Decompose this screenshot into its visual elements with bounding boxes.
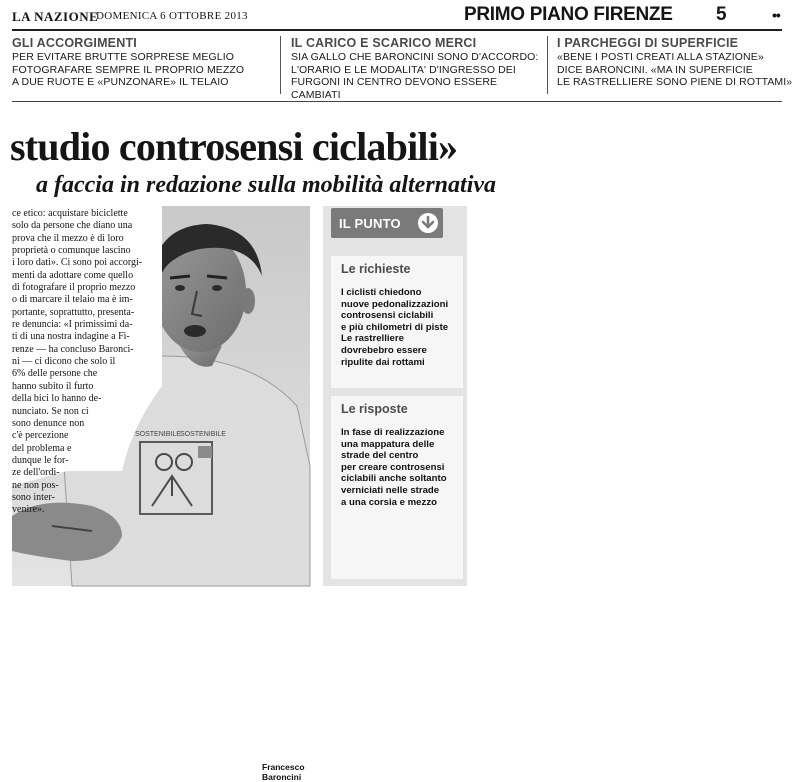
page-marker: ••: [772, 7, 780, 23]
body-line: ze dell'ordi-: [12, 467, 60, 479]
page-header: [0, 0, 800, 30]
il-punto-header: [331, 208, 443, 238]
newspaper-name: LA NAZIONE: [12, 9, 99, 24]
box-text: [341, 287, 466, 368]
box-line: I ciclisti chiedono: [341, 287, 422, 298]
body-line: renze — ha concluso Baronci-: [12, 343, 134, 355]
box-line: una mappatura delle: [341, 438, 435, 450]
body-line: dunque le for-: [12, 454, 69, 466]
caption-last-name: Baroncini: [262, 772, 302, 782]
box-line: per creare controsensi: [341, 461, 445, 473]
blank-area: [480, 200, 800, 593]
shirt-text-1: SOSTENIBILE: [135, 431, 181, 438]
teaser-line: LE RASTRELLIERE SONO PIENE DI ROTTAMI»: [557, 76, 793, 88]
body-line: venire».: [12, 504, 45, 516]
arrow-down-circle-icon: [418, 213, 438, 233]
box-line: ripulite dai rottami: [341, 356, 425, 368]
teaser-line: PER EVITARE BRUTTE SORPRESE MEGLIO: [12, 51, 234, 63]
box-line: Le rastrelliere: [341, 333, 404, 345]
box-text: [341, 427, 466, 508]
il-punto-sidebar: [323, 206, 467, 586]
box-line: verniciati nelle strade: [341, 484, 440, 496]
box-line: nuove pedonalizzazioni: [341, 298, 449, 310]
box-line: ciclabili anche soltanto: [341, 473, 447, 485]
section-title: PRIMO PIANO FIRENZE: [464, 4, 673, 25]
teaser-line: L'ORARIO E LE MODALITA' D'INGRESSO DEI: [291, 63, 516, 76]
article-body: [12, 208, 162, 517]
teaser-title: GLI ACCORGIMENTI: [12, 36, 137, 50]
box-line: dovrebebro essere: [341, 344, 427, 356]
caption-first-name: Francesco: [262, 762, 305, 772]
body-line: i loro dati». Ci sono poi accorgi-: [12, 257, 143, 269]
box-richieste: [331, 256, 463, 388]
box-line: e più chilometri di piste: [341, 321, 449, 333]
body-line: ne non pos-: [12, 479, 59, 491]
body-line: sono inter-: [12, 491, 55, 503]
issue-date: DOMENICA 6 OTTOBRE 2013: [96, 10, 248, 22]
body-line: re denuncia: «I primissimi da-: [12, 319, 133, 331]
article-headline: studio controsensi ciclabili»: [10, 124, 458, 169]
teaser-rule: [12, 101, 782, 102]
shirt-text-2: SOSTENIBILE: [180, 431, 226, 438]
box-line: a una corsia e mezzo: [341, 496, 437, 508]
teaser-line: FURGONI IN CENTRO DEVONO ESSERE CAMBIATI: [291, 76, 498, 101]
body-line: solo da persone che diano una: [12, 220, 133, 232]
body-line: sono denunce non: [12, 417, 85, 429]
il-punto-label: IL PUNTO: [339, 216, 401, 231]
teaser-line: FOTOGRAFARE SEMPRE IL PROPRIO MEZZO: [12, 63, 245, 76]
teaser-strip: [12, 36, 793, 101]
body-line: della bici lo hanno de-: [12, 393, 102, 405]
body-line: prova che il mezzo è di loro: [12, 232, 124, 244]
header-rule: [12, 29, 782, 31]
body-line: ni — ci dicono che solo il: [12, 356, 116, 368]
body-line: menti da adottare come quello: [12, 269, 134, 281]
photo-caption: [262, 762, 305, 782]
teaser-title: IL CARICO E SCARICO MERCI: [291, 36, 477, 50]
article-subhead: a faccia in redazione sulla mobilità alternativa: [36, 172, 497, 198]
teaser-parcheggi: [547, 36, 795, 94]
teaser-line: «BENE I POSTI CREATI ALLA STAZIONE»: [557, 51, 764, 63]
body-line: hanno subito il furto: [12, 380, 94, 392]
body-line: nunciato. Se non ci: [12, 405, 89, 417]
box-line: controsensi ciclabili: [341, 310, 434, 322]
teaser-carico-merci: [280, 36, 542, 101]
box-line: In fase di realizzazione: [341, 427, 445, 438]
teaser-line: A DUE RUOTE E «PUNZONARE» IL TELAIO: [12, 76, 229, 88]
teaser-title: I PARCHEGGI DI SUPERFICIE: [557, 36, 739, 50]
body-line: ce etico: acquistare biciclette: [12, 208, 128, 219]
body-line: di fotografare il proprio mezzo: [12, 282, 136, 294]
page-number: 5: [716, 4, 727, 25]
body-line: proprietà o comunque lascino: [12, 245, 131, 257]
teaser-line: SIA GALLO CHE BARONCINI SONO D'ACCORDO:: [291, 51, 539, 63]
box-line: strade del centro: [341, 450, 419, 462]
body-line: o di marcare il telaio ma è im-: [12, 294, 133, 306]
box-title: Le richieste: [341, 262, 411, 276]
teaser-accorgimenti: [12, 36, 274, 94]
box-risposte: [331, 396, 463, 579]
body-line: 6% delle persone che: [12, 368, 98, 380]
body-line: del problema e: [12, 442, 72, 454]
teaser-line: DICE BARONCINI. «MA IN SUPERFICIE: [557, 63, 753, 76]
body-line: portante, soprattutto, presenta-: [12, 306, 135, 318]
body-line: ti di una nostra indagine a Fi-: [12, 331, 130, 343]
box-title: Le risposte: [341, 402, 408, 416]
body-line: c'è percezione: [12, 430, 69, 442]
